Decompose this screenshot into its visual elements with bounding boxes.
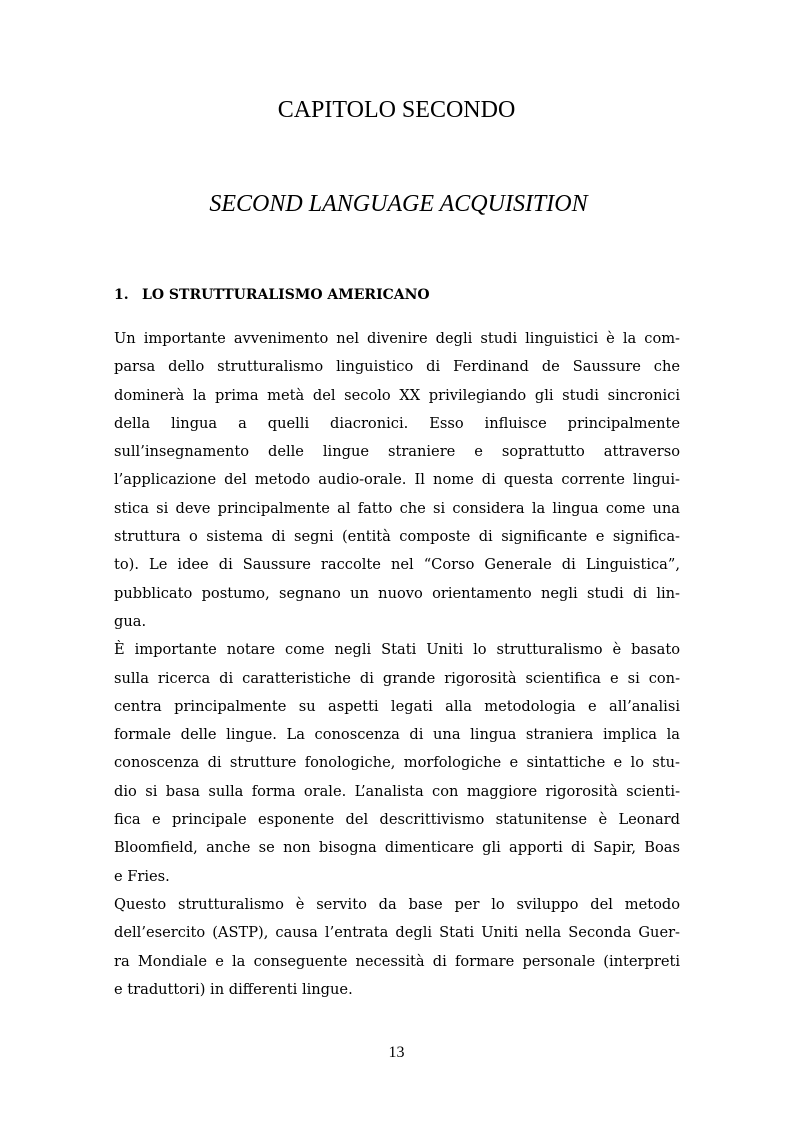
page-number: 13 <box>388 1044 405 1061</box>
text-line: gua. <box>114 612 147 630</box>
chapter-title: CAPITOLO SECONDO <box>277 97 516 123</box>
text-line: Un importante avvenimento nel divenire degli studi linguistici è la com- <box>114 330 680 347</box>
section-number: 1. <box>114 287 129 303</box>
text-line: to). Le idee di Saussure raccolte nel “Corso Generale di Linguistica”, <box>114 556 680 574</box>
text-line: Questo strutturalismo è servito da base per lo sviluppo del metodo <box>114 895 680 913</box>
chapter-subtitle: SECOND LANGUAGE ACQUISITION <box>209 191 588 217</box>
text-line: È importante notare come negli Stati Uniti lo strutturalismo è basato <box>114 641 680 659</box>
text-line: sull’insegnamento delle lingue straniere e soprattutto attraverso <box>114 443 680 461</box>
text-line: e Fries. <box>114 867 170 885</box>
text-line: fica e principale esponente del descrittivismo statunitense è Leonard <box>114 811 680 829</box>
text-line: dominerà la prima metà del secolo XX privilegiando gli studi sincronici <box>114 386 680 404</box>
text-line: l’applicazione del metodo audio-orale. Il nome di questa corrente lingui- <box>114 471 680 489</box>
text-line: formale delle lingue. La conoscenza di una lingua straniera implica la <box>114 726 680 744</box>
body-text <box>114 325 680 1004</box>
text-line: pubblicato postumo, segnano un nuovo orientamento negli studi di lin- <box>114 584 680 602</box>
text-line: della lingua a quelli diacronici. Esso influisce principalmente <box>114 414 680 432</box>
text-line: dio si basa sulla forma orale. L’analista con maggiore rigorosità scienti- <box>114 782 680 800</box>
text-line: stica si deve principalmente al fatto che si considera la lingua come una <box>114 499 680 517</box>
text-line: parsa dello strutturalismo linguistico di Ferdinand de Saussure che <box>114 358 680 376</box>
text-line: e traduttori) in differenti lingue. <box>114 980 353 998</box>
text-line: dell’esercito (ASTP), causa l’entrata degli Stati Uniti nella Seconda Guer- <box>114 924 680 942</box>
text-line: ra Mondiale e la conseguente necessità di formare personale (interpreti <box>114 952 680 970</box>
text-line: conoscenza di strutture fonologiche, morfologiche e sintattiche e lo stu- <box>114 754 680 772</box>
section-heading <box>114 284 430 306</box>
text-line: centra principalmente su aspetti legati alla metodologia e all’analisi <box>114 697 680 715</box>
text-line: Bloomfield, anche se non bisogna dimenticare gli apporti di Sapir, Boas <box>114 839 680 857</box>
text-line: struttura o sistema di segni (entità composte di significante e significa- <box>114 528 680 546</box>
section-title: LO STRUTTURALISMO AMERICANO <box>142 287 430 303</box>
text-line: sulla ricerca di caratteristiche di grande rigorosità scientifica e si con- <box>114 669 680 687</box>
